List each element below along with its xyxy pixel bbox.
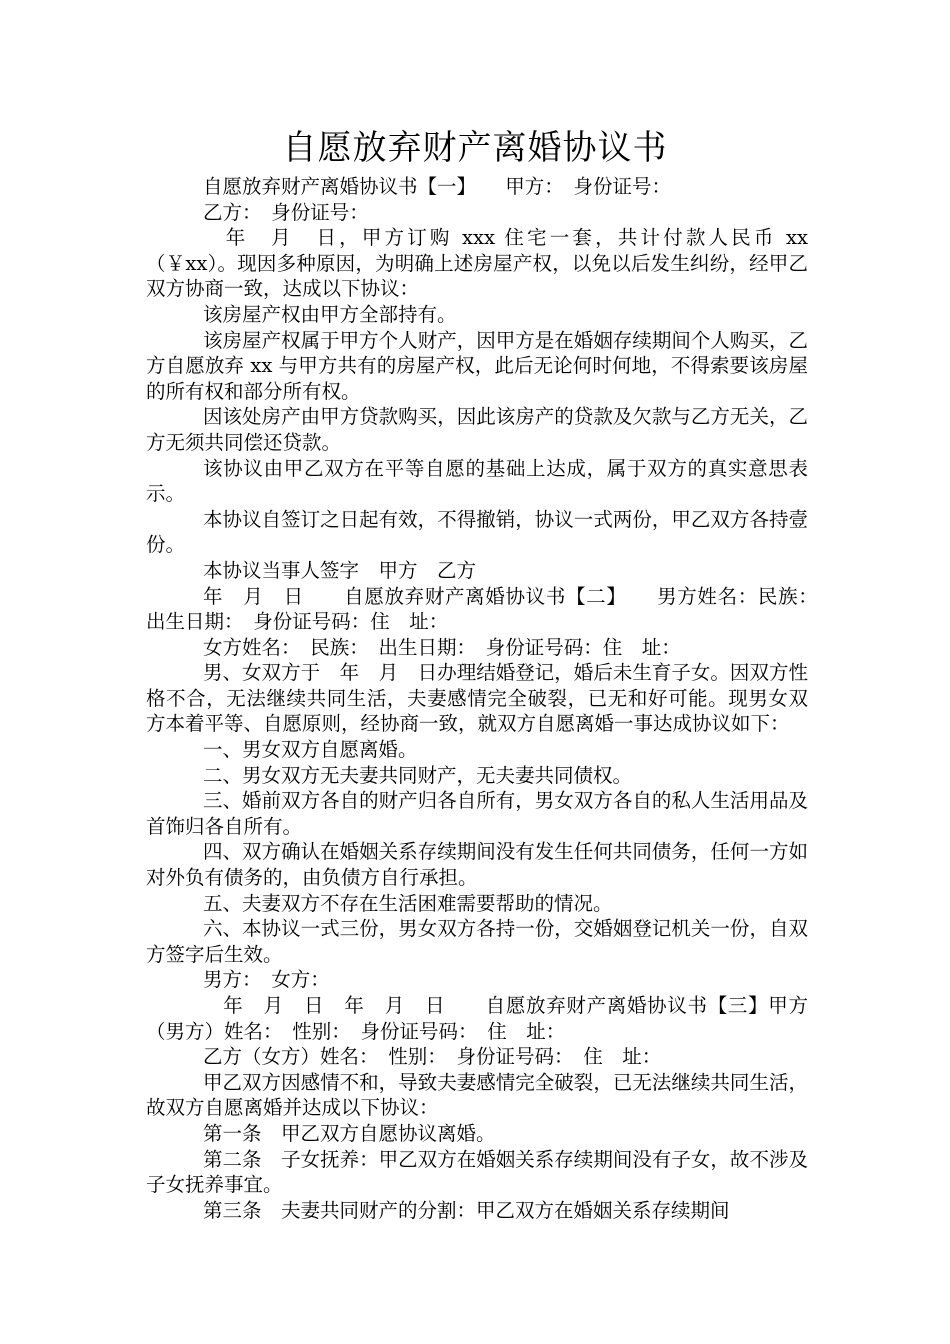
- document-paragraph: 因该处房产由甲方贷款购买，因此该房产的贷款及欠款与乙方无关，乙方无须共同偿还贷款。: [146, 405, 808, 454]
- document-paragraph: 一、男女双方自愿离婚。: [203, 738, 418, 762]
- document-paragraph: 女方姓名： 民族： 出生日期： 身份证号码：住 址：: [203, 635, 681, 659]
- document-paragraph: 乙方： 身份证号：: [203, 200, 369, 224]
- document-body: [146, 174, 828, 1223]
- document-paragraph: 六、本协议一式三份，男女双方各持一份，交婚姻登记机关一份，自双方签字后生效。: [146, 917, 808, 966]
- document-paragraph: 男、女双方于 年 月 日办理结婚登记，婚后未生育子女。因双方性格不合，无法继续共同生活，夫妻感情完全破裂，已无和好可能。现男女双方本着平等、自愿原则，经协商一致，就双方自愿离婚一事达成协议如下：: [146, 661, 808, 736]
- document-paragraph: 年 月 日，甲方订购 xxx 住宅一套，共计付款人民币 xx（￥xx）。现因多种原因，为明确上述房屋产权，以免以后发生纠纷，经甲乙双方协商一致，达成以下协议：: [146, 226, 808, 301]
- document-paragraph: 甲乙双方因感情不和，导致夫妻感情完全破裂，已无法继续共同生活，故双方自愿离婚并达成以下协议：: [146, 1070, 808, 1120]
- document-paragraph: 三、婚前双方各自的财产归各自所有，男女双方各自的私人生活用品及首饰归各自所有。: [146, 789, 808, 838]
- document-paragraph: 第三条 夫妻共同财产的分割：甲乙双方在婚姻关系存续期间: [203, 1198, 730, 1222]
- document-paragraph: 第一条 甲乙双方自愿协议离婚。: [203, 1121, 496, 1145]
- document-paragraph: 本协议当事人签字 甲方 乙方: [203, 558, 477, 582]
- document-paragraph: 五、夫妻双方不存在生活困难需要帮助的情况。: [203, 891, 613, 915]
- document-paragraph: 乙方（女方）姓名： 性别： 身份证号码： 住 址：: [203, 1045, 662, 1069]
- document-paragraph: 本协议自签订之日起有效，不得撤销，协议一式两份，甲乙双方各持壹份。: [146, 507, 808, 557]
- document-paragraph: 自愿放弃财产离婚协议书【一】 甲方： 身份证号：: [203, 175, 672, 198]
- document-paragraph: 年 月 日 自愿放弃财产离婚协议书【二】 男方姓名：民族： 出生日期： 身份证号码：住 址：: [146, 584, 828, 634]
- document-paragraph: 该协议由甲乙双方在平等自愿的基础上达成，属于双方的真实意思表示。: [146, 456, 808, 506]
- document-paragraph: 二、男女双方无夫妻共同财产，无夫妻共同债权。: [203, 763, 633, 787]
- document-paragraph: 该房屋产权由甲方全部持有。: [203, 302, 457, 326]
- document-paragraph: 男方： 女方：: [203, 968, 330, 992]
- document-title: 自愿放弃财产离婚协议书: [282, 128, 668, 168]
- document-paragraph: 年 月 日 年 月 日 自愿放弃财产离婚协议书【三】甲方（男方）姓名： 性别： 身份证号码： 住 址：: [146, 994, 808, 1043]
- document-paragraph: 第二条 子女抚养：甲乙双方在婚姻关系存续期间没有子女，故不涉及子女抚养事宜。: [146, 1147, 808, 1197]
- document-paragraph: 四、双方确认在婚姻关系存续期间没有发生任何共同债务，任何一方如对外负有债务的，由负债方自行承担。: [146, 840, 808, 890]
- document-paragraph: 该房屋产权属于甲方个人财产，因甲方是在婚姻存续期间个人购买，乙方自愿放弃 xx 与甲方共有的房屋产权，此后无论何时何地，不得索要该房屋的所有权和部分所有权。: [146, 328, 808, 403]
